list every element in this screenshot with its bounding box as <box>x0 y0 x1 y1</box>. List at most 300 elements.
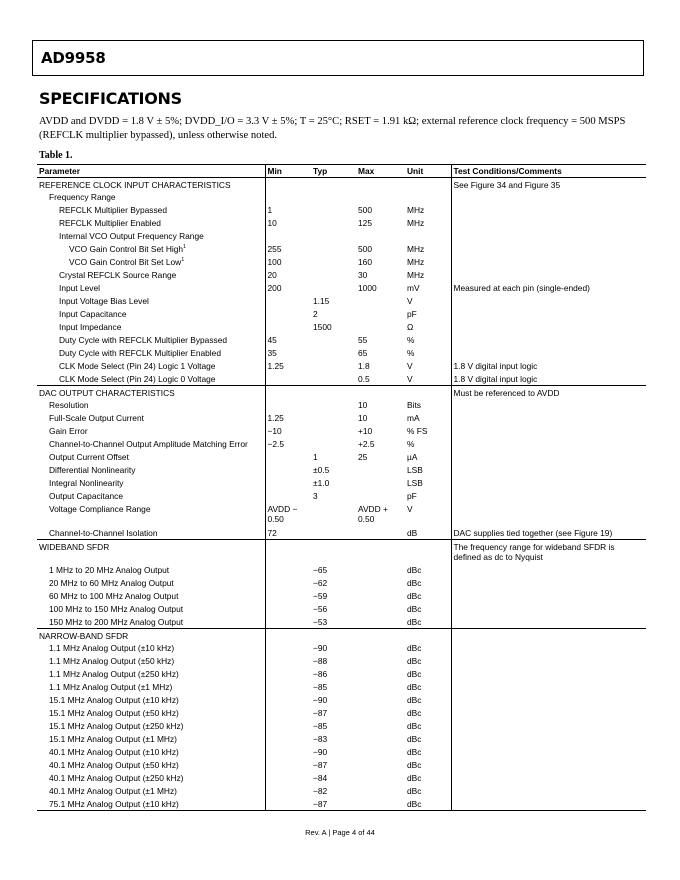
cell-typ <box>311 564 356 577</box>
cell-unit <box>405 655 451 668</box>
table-caption: Table 1. <box>39 150 73 161</box>
cell-conditions <box>451 759 646 772</box>
cell-parameter <box>37 282 265 295</box>
cell-parameter <box>37 503 265 527</box>
cell-unit <box>405 334 451 347</box>
cell-parameter-text: Full-Scale Output Current <box>49 413 144 423</box>
cell-min-text: −10 <box>267 426 282 436</box>
table-row <box>37 616 646 629</box>
cell-parameter-text: 1.1 MHz Analog Output (±50 kHz) <box>49 656 175 666</box>
table-row <box>37 772 646 785</box>
cell-conditions <box>451 527 646 540</box>
cell-parameter-text: Output Capacitance <box>49 491 124 501</box>
cell-parameter-text: 15.1 MHz Analog Output (±1 MHz) <box>49 734 177 744</box>
cell-min-text: 1.25 <box>267 413 284 423</box>
cell-max <box>356 308 405 321</box>
cell-typ-text: −88 <box>313 656 328 666</box>
cell-parameter <box>37 720 265 733</box>
table-row <box>37 243 646 256</box>
cell-typ <box>311 451 356 464</box>
cell-min-text: −2.5 <box>267 439 285 449</box>
cell-unit <box>405 772 451 785</box>
cell-max <box>356 412 405 425</box>
cell-min <box>265 629 311 642</box>
cell-parameter <box>37 412 265 425</box>
cell-min <box>265 243 311 256</box>
cell-parameter-text: 15.1 MHz Analog Output (±250 kHz) <box>49 721 184 731</box>
cell-max <box>356 282 405 295</box>
cell-parameter-text: Gain Error <box>49 426 88 436</box>
cell-conditions <box>451 386 646 399</box>
cell-max <box>356 642 405 655</box>
cell-parameter <box>37 373 265 386</box>
cell-conditions <box>451 204 646 217</box>
cell-parameter <box>37 204 265 217</box>
cell-unit-text: % <box>407 335 415 345</box>
cell-unit <box>405 321 451 334</box>
cell-unit-text: dBc <box>407 669 422 679</box>
column-header-typ: Typ <box>311 165 356 178</box>
cell-unit-text: dB <box>407 528 418 538</box>
table-row <box>37 577 646 590</box>
cell-unit <box>405 527 451 540</box>
cell-parameter-text: Input Level <box>59 283 100 293</box>
cell-parameter-text: REFCLK Multiplier Bypassed <box>59 205 167 215</box>
cell-min <box>265 438 311 451</box>
cell-parameter <box>37 655 265 668</box>
footnote-marker: 1 <box>183 244 187 251</box>
table-row <box>37 451 646 464</box>
cell-parameter-text: 1.1 MHz Analog Output (±10 kHz) <box>49 643 175 653</box>
cell-min <box>265 373 311 386</box>
cell-unit <box>405 540 451 564</box>
cell-min <box>265 798 311 811</box>
cell-typ <box>311 527 356 540</box>
cell-parameter <box>37 308 265 321</box>
cell-min <box>265 655 311 668</box>
cell-min <box>265 191 311 204</box>
cell-typ-text: −90 <box>313 747 328 757</box>
cell-min <box>265 230 311 243</box>
cell-unit-text: dBc <box>407 656 422 666</box>
cell-typ <box>311 759 356 772</box>
cell-typ-text: −87 <box>313 708 328 718</box>
cell-parameter-text: Internal VCO Output Frequency Range <box>59 231 204 241</box>
cell-conditions <box>451 360 646 373</box>
cell-typ-text: ±1.0 <box>313 478 330 488</box>
column-header-conditions: Test Conditions/Comments <box>451 165 646 178</box>
cell-unit-text: MHz <box>407 244 425 254</box>
cell-max <box>356 464 405 477</box>
cell-parameter <box>37 642 265 655</box>
cell-parameter <box>37 451 265 464</box>
cell-typ <box>311 412 356 425</box>
cell-min-text: 20 <box>267 270 277 280</box>
cell-unit-text: % FS <box>407 426 428 436</box>
cell-max <box>356 746 405 759</box>
cell-typ <box>311 269 356 282</box>
cell-conditions-text: 1.8 V digital input logic <box>453 374 538 384</box>
cell-unit <box>405 295 451 308</box>
section-title: SPECIFICATIONS <box>39 89 182 108</box>
cell-parameter <box>37 490 265 503</box>
cell-typ <box>311 540 356 564</box>
cell-max <box>356 204 405 217</box>
cell-conditions <box>451 540 646 564</box>
cell-typ <box>311 399 356 412</box>
cell-parameter <box>37 668 265 681</box>
table-row <box>37 798 646 811</box>
cell-parameter-text: NARROW-BAND SFDR <box>39 630 129 641</box>
footnote-marker: 1 <box>181 257 185 264</box>
cell-parameter <box>37 295 265 308</box>
cell-typ <box>311 798 356 811</box>
cell-conditions-text: Measured at each pin (single-ended) <box>453 283 590 293</box>
cell-conditions <box>451 503 646 527</box>
cell-parameter-text: 40.1 MHz Analog Output (±50 kHz) <box>49 760 179 770</box>
cell-max-text: 1.8 <box>358 361 370 371</box>
cell-max <box>356 564 405 577</box>
cell-min <box>265 269 311 282</box>
table-row <box>37 412 646 425</box>
cell-conditions <box>451 798 646 811</box>
cell-max-text: 500 <box>358 244 372 254</box>
cell-min <box>265 577 311 590</box>
cell-min <box>265 451 311 464</box>
cell-unit-text: MHz <box>407 257 425 267</box>
cell-min <box>265 490 311 503</box>
cell-parameter-text: 15.1 MHz Analog Output (±50 kHz) <box>49 708 179 718</box>
cell-parameter-text: Input Voltage Bias Level <box>59 296 149 306</box>
specifications-table <box>37 164 646 811</box>
table-row <box>37 282 646 295</box>
table-row <box>37 295 646 308</box>
cell-unit <box>405 386 451 399</box>
table-row <box>37 425 646 438</box>
cell-min <box>265 759 311 772</box>
cell-max <box>356 438 405 451</box>
cell-typ <box>311 733 356 746</box>
cell-min-text: 10 <box>267 218 277 228</box>
cell-typ-text: −59 <box>313 591 328 601</box>
cell-parameter <box>37 785 265 798</box>
cell-max <box>356 772 405 785</box>
cell-unit-text: Ω <box>407 322 414 332</box>
table-row <box>37 230 646 243</box>
cell-max <box>356 655 405 668</box>
cell-max <box>356 798 405 811</box>
cell-max <box>356 386 405 399</box>
cell-unit-text: MHz <box>407 205 425 215</box>
cell-max <box>356 540 405 564</box>
cell-parameter-text: Output Current Offset <box>49 452 129 462</box>
cell-unit <box>405 616 451 629</box>
cell-parameter-text: VCO Gain Control Bit Set High <box>69 244 184 254</box>
table-row <box>37 256 646 269</box>
cell-max <box>356 230 405 243</box>
cell-conditions-text: The frequency range for wideband SFDR is defined as dc to Nyquist <box>453 541 615 562</box>
cell-conditions <box>451 642 646 655</box>
cell-unit <box>405 256 451 269</box>
cell-parameter <box>37 577 265 590</box>
cell-min <box>265 178 311 191</box>
cell-conditions <box>451 451 646 464</box>
cell-typ-text: −85 <box>313 682 328 692</box>
cell-parameter-text: Duty Cycle with REFCLK Multiplier Bypassed <box>59 335 228 345</box>
column-header-parameter: Parameter <box>37 165 265 178</box>
cell-unit-text: dBc <box>407 578 422 588</box>
cell-min-text: 1.25 <box>267 361 284 371</box>
cell-conditions <box>451 785 646 798</box>
cell-typ-text: −90 <box>313 695 328 705</box>
cell-parameter-text: DAC OUTPUT CHARACTERISTICS <box>39 387 175 398</box>
cell-conditions <box>451 694 646 707</box>
cell-min <box>265 295 311 308</box>
cell-max <box>356 256 405 269</box>
cell-conditions <box>451 191 646 204</box>
cell-parameter <box>37 603 265 616</box>
cell-parameter-text: 1 MHz to 20 MHz Analog Output <box>49 565 170 575</box>
cell-parameter-text: Input Impedance <box>59 322 122 332</box>
cell-conditions <box>451 655 646 668</box>
cell-min <box>265 616 311 629</box>
cell-conditions-text: 1.8 V digital input logic <box>453 361 538 371</box>
cell-min <box>265 321 311 334</box>
cell-typ-text: −82 <box>313 786 328 796</box>
cell-max-text: 30 <box>358 270 368 280</box>
cell-unit-text: dBc <box>407 734 422 744</box>
cell-unit <box>405 178 451 191</box>
cell-typ <box>311 464 356 477</box>
cell-typ-text: −62 <box>313 578 328 588</box>
cell-typ <box>311 707 356 720</box>
cell-typ <box>311 603 356 616</box>
intro-text: AVDD and DVDD = 1.8 V ± 5%; DVDD_I/O = 3.3 V ± 5%; T = 25°C; RSET = 1.91 kΩ; external reference clock frequency = 500 MSPS (REFCLK multiplier bypassed), unless otherwise noted. <box>39 116 626 141</box>
cell-unit-text: dBc <box>407 760 422 770</box>
cell-parameter-text: Differential Nonlinearity <box>49 465 136 475</box>
cell-parameter-text: REFCLK Multiplier Enabled <box>59 218 161 228</box>
cell-parameter-text: 150 MHz to 200 MHz Analog Output <box>49 617 184 627</box>
cell-typ <box>311 373 356 386</box>
cell-typ <box>311 629 356 642</box>
cell-conditions <box>451 668 646 681</box>
cell-parameter-text: WIDEBAND SFDR <box>39 541 110 552</box>
cell-max-text: 1000 <box>358 283 377 293</box>
cell-unit-text: dBc <box>407 565 422 575</box>
cell-typ <box>311 720 356 733</box>
cell-min <box>265 308 311 321</box>
cell-max <box>356 577 405 590</box>
cell-min <box>265 256 311 269</box>
cell-conditions <box>451 217 646 230</box>
cell-min <box>265 564 311 577</box>
cell-max <box>356 347 405 360</box>
table-row <box>37 269 646 282</box>
cell-parameter-text: Integral Nonlinearity <box>49 478 124 488</box>
cell-unit <box>405 564 451 577</box>
table-row <box>37 191 646 204</box>
column-header-max: Max <box>356 165 405 178</box>
cell-conditions <box>451 334 646 347</box>
cell-unit <box>405 269 451 282</box>
cell-min-text: 200 <box>267 283 282 293</box>
cell-parameter <box>37 629 265 642</box>
cell-unit-text: V <box>407 504 413 514</box>
cell-parameter-text: Channel-to-Channel Output Amplitude Matching Error <box>49 439 248 449</box>
cell-max-text: 0.5 <box>358 374 370 384</box>
cell-typ <box>311 243 356 256</box>
cell-parameter <box>37 334 265 347</box>
table-row <box>37 373 646 386</box>
cell-conditions <box>451 373 646 386</box>
cell-typ <box>311 681 356 694</box>
cell-typ <box>311 746 356 759</box>
cell-parameter-text: 15.1 MHz Analog Output (±10 kHz) <box>49 695 179 705</box>
cell-conditions <box>451 321 646 334</box>
cell-min <box>265 412 311 425</box>
table-row <box>37 360 646 373</box>
cell-min-text: 45 <box>267 335 277 345</box>
cell-unit-text: mA <box>407 413 420 423</box>
cell-parameter <box>37 798 265 811</box>
cell-conditions <box>451 308 646 321</box>
cell-unit <box>405 603 451 616</box>
cell-parameter <box>37 590 265 603</box>
cell-min <box>265 540 311 564</box>
cell-conditions <box>451 295 646 308</box>
table-header-row <box>37 165 646 178</box>
cell-conditions <box>451 256 646 269</box>
cell-min <box>265 590 311 603</box>
table-row <box>37 590 646 603</box>
cell-min-text: 1 <box>267 205 273 215</box>
cell-max-text: 160 <box>358 257 372 267</box>
cell-max <box>356 527 405 540</box>
cell-min <box>265 694 311 707</box>
cell-conditions <box>451 577 646 590</box>
cell-conditions-text: DAC supplies tied together (see Figure 19) <box>453 528 613 538</box>
column-header-min: Min <box>265 165 311 178</box>
cell-unit <box>405 217 451 230</box>
cell-parameter <box>37 746 265 759</box>
cell-typ <box>311 191 356 204</box>
cell-unit <box>405 629 451 642</box>
cell-min <box>265 772 311 785</box>
cell-conditions <box>451 269 646 282</box>
cell-typ <box>311 321 356 334</box>
cell-conditions <box>451 178 646 191</box>
cell-max <box>356 217 405 230</box>
cell-min-text: 100 <box>267 257 282 267</box>
cell-typ-text: 2 <box>313 309 318 319</box>
cell-typ-text: −83 <box>313 734 328 744</box>
cell-unit <box>405 642 451 655</box>
cell-typ <box>311 347 356 360</box>
cell-parameter-text: CLK Mode Select (Pin 24) Logic 1 Voltage <box>59 361 216 371</box>
table-row <box>37 785 646 798</box>
cell-conditions <box>451 681 646 694</box>
cell-unit <box>405 451 451 464</box>
cell-conditions <box>451 590 646 603</box>
table-row <box>37 655 646 668</box>
cell-min <box>265 603 311 616</box>
cell-min-text: AVDD − 0.50 <box>267 504 298 524</box>
cell-max <box>356 720 405 733</box>
cell-max-text: 125 <box>358 218 372 228</box>
cell-min <box>265 477 311 490</box>
cell-min <box>265 746 311 759</box>
cell-parameter <box>37 681 265 694</box>
cell-unit <box>405 373 451 386</box>
table-row <box>37 334 646 347</box>
cell-min <box>265 785 311 798</box>
cell-unit-text: LSB <box>407 478 423 488</box>
cell-conditions-text: See Figure 34 and Figure 35 <box>453 179 561 190</box>
cell-typ <box>311 425 356 438</box>
cell-parameter <box>37 230 265 243</box>
cell-parameter <box>37 217 265 230</box>
cell-unit-text: % <box>407 439 415 449</box>
cell-parameter <box>37 243 265 256</box>
table-row <box>37 759 646 772</box>
cell-parameter-text: 40.1 MHz Analog Output (±1 MHz) <box>49 786 177 796</box>
cell-min <box>265 360 311 373</box>
cell-unit <box>405 438 451 451</box>
cell-max-text: 25 <box>358 452 368 462</box>
cell-unit <box>405 477 451 490</box>
cell-min <box>265 668 311 681</box>
cell-unit-text: µA <box>407 452 418 462</box>
cell-typ <box>311 360 356 373</box>
cell-conditions <box>451 464 646 477</box>
cell-max <box>356 373 405 386</box>
cell-parameter-text: Voltage Compliance Range <box>49 504 151 514</box>
cell-parameter-text: Input Capacitance <box>59 309 127 319</box>
cell-parameter-text: CLK Mode Select (Pin 24) Logic 0 Voltage <box>59 374 216 384</box>
cell-unit <box>405 490 451 503</box>
cell-parameter <box>37 178 265 191</box>
cell-parameter-text: 1.1 MHz Analog Output (±250 kHz) <box>49 669 179 679</box>
cell-unit-text: dBc <box>407 617 422 627</box>
cell-unit <box>405 282 451 295</box>
cell-conditions-text: Must be referenced to AVDD <box>453 387 560 398</box>
cell-unit <box>405 360 451 373</box>
cell-conditions <box>451 490 646 503</box>
cell-max <box>356 668 405 681</box>
cell-parameter <box>37 386 265 399</box>
cell-typ-text: −85 <box>313 721 328 731</box>
cell-typ-text: 1500 <box>313 322 332 332</box>
cell-typ-text: ±0.5 <box>313 465 330 475</box>
cell-typ <box>311 438 356 451</box>
cell-parameter <box>37 564 265 577</box>
column-header-unit: Unit <box>405 165 451 178</box>
cell-parameter <box>37 616 265 629</box>
cell-typ <box>311 204 356 217</box>
cell-typ-text: 1 <box>313 452 318 462</box>
cell-min <box>265 204 311 217</box>
cell-max <box>356 178 405 191</box>
cell-typ-text: −87 <box>313 799 328 809</box>
table-row <box>37 204 646 217</box>
cell-min <box>265 347 311 360</box>
cell-max <box>356 360 405 373</box>
cell-unit-text: % <box>407 348 415 358</box>
cell-unit <box>405 412 451 425</box>
cell-max-text: AVDD + 0.50 <box>358 504 388 524</box>
page-footer: Rev. A | Page 4 of 44 <box>305 828 375 837</box>
table-row <box>37 527 646 540</box>
